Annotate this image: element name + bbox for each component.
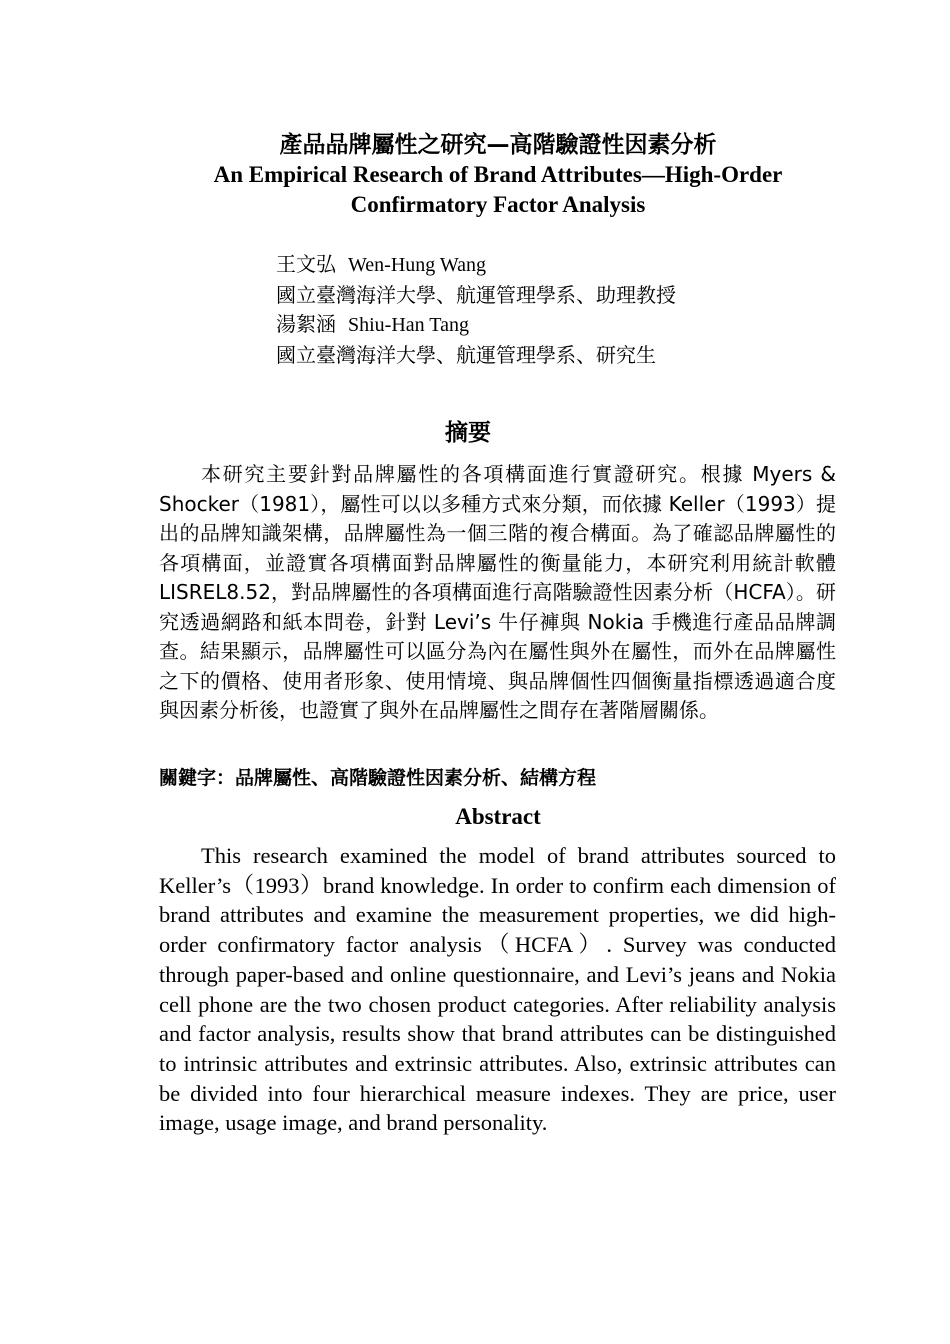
keywords-label: 關鍵字： (159, 767, 236, 789)
author-2-name-zh: 湯絮涵 (276, 312, 336, 336)
abstract-zh-heading: 摘要 (445, 420, 491, 446)
author-2-affiliation: 國立臺灣海洋大學、航運管理學系、研究生 (276, 342, 656, 367)
keywords-text: 品牌屬性、高階驗證性因素分析、結構方程 (235, 767, 597, 789)
abstract-en-heading: Abstract (455, 804, 541, 829)
keywords-line (159, 764, 836, 792)
author-2-name-en: Shiu-Han Tang (348, 314, 469, 336)
abstract-zh-body: 本研究主要針對品牌屬性的各項構面進行實證研究。根據 Myers & Shocker（1981），屬性可以以多種方式來分類，而依據 Keller（1993）提出的品牌知識架構，品牌屬性為一個三階的複合構面。為了確認品牌屬性的各項構面，並證實各項構面對品牌屬性的衡量能力，本研究利用統計軟體 LISREL8.52，對品牌屬性的各項構面進行高階驗證性因素分析（HCFA）。研究透過網路和紙本問卷，針對 Levi’s 牛仔褲與 Nokia 手機進行產品品牌調查。結果顯示，品牌屬性可以區分為內在屬性與外在屬性，而外在品牌屬性之下的價格、使用者形象、使用情境、與品牌個性四個衡量指標透過適合度與因素分析後，也證實了與外在品牌屬性之間存在著階層關係。 (159, 462, 836, 722)
author-1-name-zh: 王文弘 (276, 252, 336, 276)
author-1-name-line (276, 250, 836, 281)
author-1-name-en: Wen-Hung Wang (348, 254, 487, 276)
abstract-en-body: This research examined the model of brand attributes sourced to Keller’s（1993）brand knowledge. In order to confirm each dimension of brand attributes and examine the measurement properties, we did high-order confirmatory factor analysis（HCFA）. Survey was conducted through paper-based and online questionnaire, and Levi’s jeans and Nokia cell phone are the two chosen product categories. After reliability analysis and factor analysis, results show that brand attributes can be distinguished to intrinsic attributes and extrinsic attributes. Also, extrinsic attributes can be divided into four hierarchical measure indexes. They are price, user image, usage image, and brand personality. (159, 843, 836, 1136)
author-block (276, 250, 836, 370)
author-1-affiliation: 國立臺灣海洋大學、航運管理學系、助理教授 (276, 282, 676, 307)
title-english: An Empirical Research of Brand Attributes—High-Order Confirmatory Factor Analysis (213, 162, 783, 217)
author-2-name-line (276, 310, 836, 341)
title-chinese: 產品品牌屬性之研究—高階驗證性因素分析 (279, 132, 717, 158)
